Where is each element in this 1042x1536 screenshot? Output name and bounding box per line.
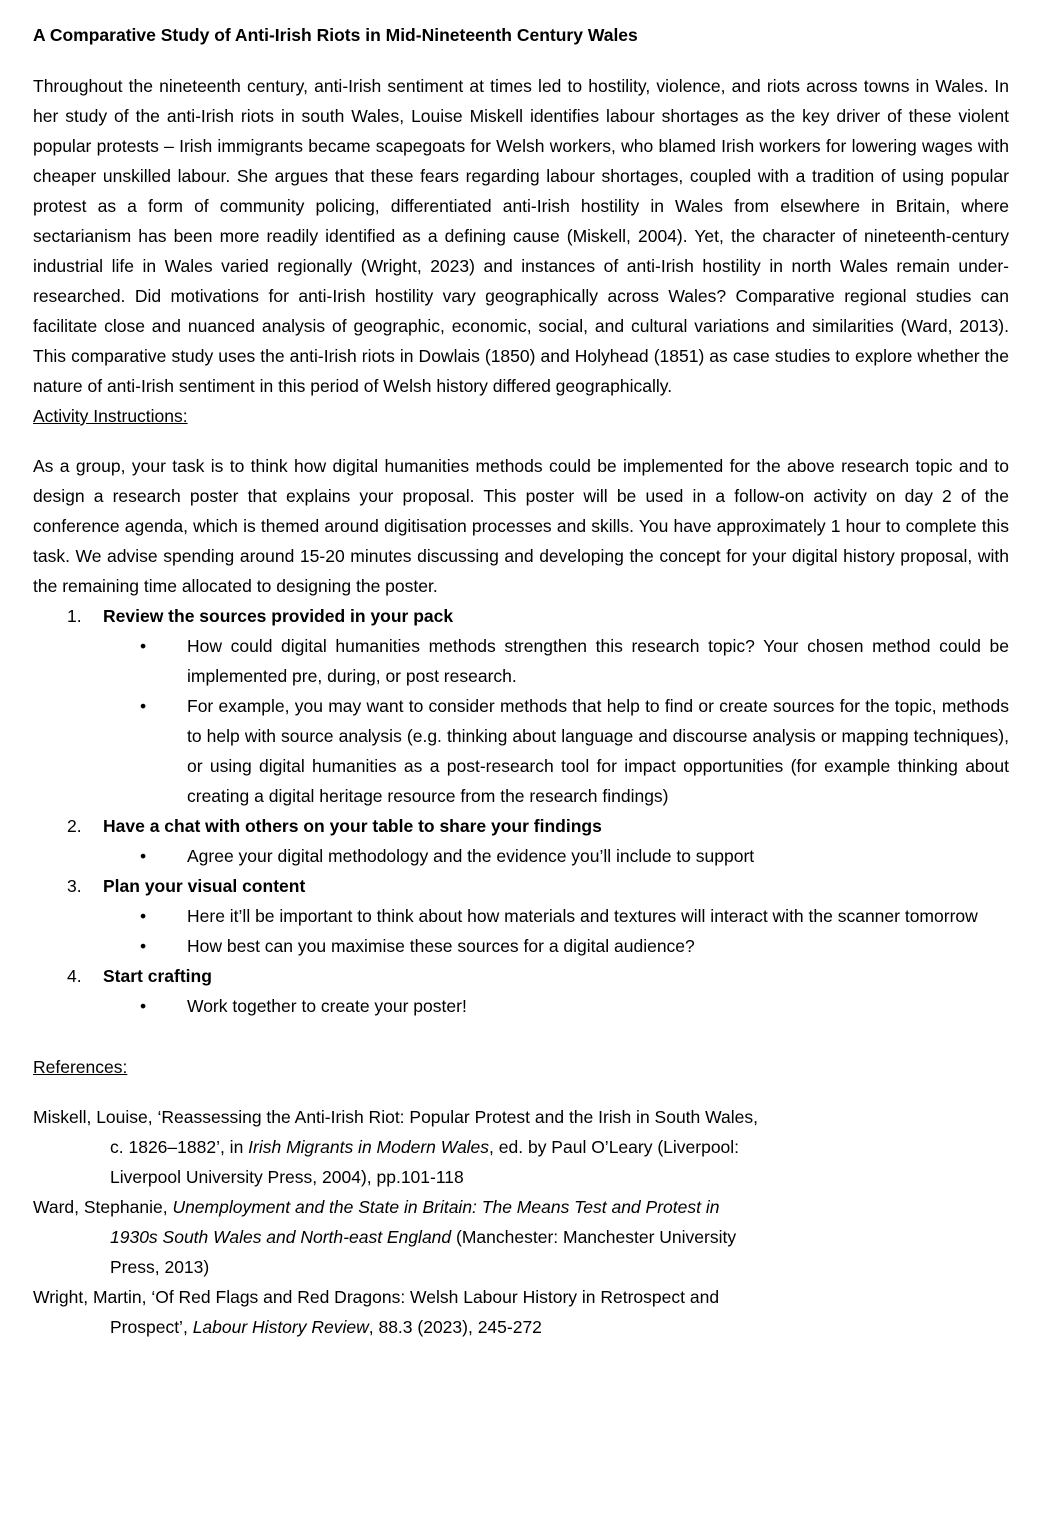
bullet-marker-icon: • xyxy=(140,996,147,1016)
reference-entry xyxy=(33,1192,1009,1282)
reference-text: Liverpool University Press, 2004), pp.101-118 xyxy=(110,1167,464,1187)
reference-line xyxy=(33,1312,1009,1342)
activity-step xyxy=(33,601,1009,811)
bullet-marker-icon: • xyxy=(140,906,147,926)
reference-text: Ward, Stephanie, xyxy=(33,1197,173,1217)
reference-entry xyxy=(33,1102,1009,1192)
bullet-text: How could digital humanities methods strengthen this research topic? Your chosen method could be implemented pre, during, or post research. xyxy=(187,636,1009,686)
document-title: A Comparative Study of Anti-Irish Riots in Mid-Nineteenth Century Wales xyxy=(33,25,638,45)
reference-work-title: Irish Migrants in Modern Wales xyxy=(248,1137,490,1157)
reference-text: (Manchester: Manchester University xyxy=(451,1227,737,1247)
step-number: 4. xyxy=(67,966,82,986)
step-number: 3. xyxy=(67,876,82,896)
step-bullet-item xyxy=(103,931,1009,961)
step-number: 2. xyxy=(67,816,82,836)
reference-work-title: Unemployment and the State in Britain: The Means Test and Protest in xyxy=(172,1197,720,1217)
reference-line xyxy=(33,1132,1009,1162)
reference-work-title: Labour History Review xyxy=(192,1317,369,1337)
reference-text: Prospect’, xyxy=(110,1317,193,1337)
step-heading: Review the sources provided in your pack xyxy=(103,606,454,626)
reference-work-title: 1930s South Wales and North-east England xyxy=(110,1227,452,1247)
reference-line xyxy=(33,1252,1009,1282)
step-heading: Have a chat with others on your table to share your findings xyxy=(103,816,602,836)
reference-text: Wright, Martin, ‘Of Red Flags and Red Dragons: Welsh Labour History in Retrospect and xyxy=(33,1287,720,1307)
step-bullet-item xyxy=(103,691,1009,811)
references-list xyxy=(33,1102,1009,1342)
bullet-marker-icon: • xyxy=(140,696,147,716)
intro-paragraph: Throughout the nineteenth century, anti-Irish sentiment at times led to hostility, violence, and riots across towns in Wales. In her study of the anti-Irish riots in south Wales, Louise Miskell identifies labour shortages as the key driver of these violent popular protests – Irish immigrants became scapegoats for Welsh workers, who blamed Irish workers for lowering wages with cheaper unskilled labour. She argues that these fears regarding labour shortages, coupled with a tradition of using popular protest as a form of community policing, differentiated anti-Irish hostility in Wales from elsewhere in Britain, where sectarianism has been more readily identified as a defining cause (Miskell, 2004). Yet, the character of nineteenth-century industrial life in Wales varied regionally (Wright, 2023) and instances of anti-Irish hostility in north Wales remain under-researched. Did motivations for anti-Irish hostility vary geographically across Wales? Comparative regional studies can facilitate close and nuanced analysis of geographic, economic, social, and cultural variations and similarities (Ward, 2013). This comparative study uses the anti-Irish riots in Dowlais (1850) and Holyhead (1851) as case studies to explore whether the nature of anti-Irish sentiment in this period of Welsh history differed geographically. xyxy=(33,76,1009,396)
reference-line xyxy=(33,1222,1009,1252)
step-bullet-item xyxy=(103,991,1009,1021)
reference-text: , 88.3 (2023), 245-272 xyxy=(368,1317,542,1337)
reference-line xyxy=(33,1282,1009,1312)
step-heading: Start crafting xyxy=(103,966,212,986)
reference-entry xyxy=(33,1282,1009,1342)
reference-text: Press, 2013) xyxy=(110,1257,210,1277)
activity-step xyxy=(33,961,1009,1021)
reference-text: c. 1826–1882’, in xyxy=(110,1137,249,1157)
step-bullet-item xyxy=(103,841,1009,871)
references-heading: References: xyxy=(33,1057,128,1077)
activity-steps-list xyxy=(33,601,1009,1021)
activity-intro-paragraph: As a group, your task is to think how digital humanities methods could be implemented for the above research topic and to design a research poster that explains your proposal. This poster will be used in a follow-on activity on day 2 of the conference agenda, which is themed around digitisation processes and skills. You have approximately 1 hour to complete this task. We advise spending around 15-20 minutes discussing and developing the concept for your digital history proposal, with the remaining time allocated to designing the poster. xyxy=(33,456,1009,596)
reference-text: , ed. by Paul O’Leary (Liverpool: xyxy=(489,1137,740,1157)
reference-line xyxy=(33,1192,1009,1222)
bullet-text: Here it’ll be important to think about how materials and textures will interact with the scanner tomorrow xyxy=(187,906,978,926)
bullet-marker-icon: • xyxy=(140,936,147,956)
activity-instructions-heading: Activity Instructions: xyxy=(33,406,188,426)
bullet-text: How best can you maximise these sources for a digital audience? xyxy=(187,936,695,956)
bullet-text: For example, you may want to consider methods that help to find or create sources for the topic, methods to help with source analysis (e.g. thinking about language and discourse analysis or mapping techniques), or using digital humanities as a post-research tool for impact opportunities (for example thinking about creating a digital heritage resource from the research findings) xyxy=(187,696,1009,806)
bullet-marker-icon: • xyxy=(140,846,147,866)
step-bullet-item xyxy=(103,901,1009,931)
reference-text: Miskell, Louise, ‘Reassessing the Anti-Irish Riot: Popular Protest and the Irish in South Wales, xyxy=(33,1107,758,1127)
step-bullet-item xyxy=(103,631,1009,691)
bullet-text: Agree your digital methodology and the evidence you’ll include to support xyxy=(187,846,755,866)
step-number: 1. xyxy=(67,606,82,626)
bullet-marker-icon: • xyxy=(140,636,147,656)
reference-line xyxy=(33,1102,1009,1132)
bullet-text: Work together to create your poster! xyxy=(187,996,467,1016)
activity-step xyxy=(33,871,1009,961)
activity-step xyxy=(33,811,1009,871)
reference-line xyxy=(33,1162,1009,1192)
step-heading: Plan your visual content xyxy=(103,876,306,896)
